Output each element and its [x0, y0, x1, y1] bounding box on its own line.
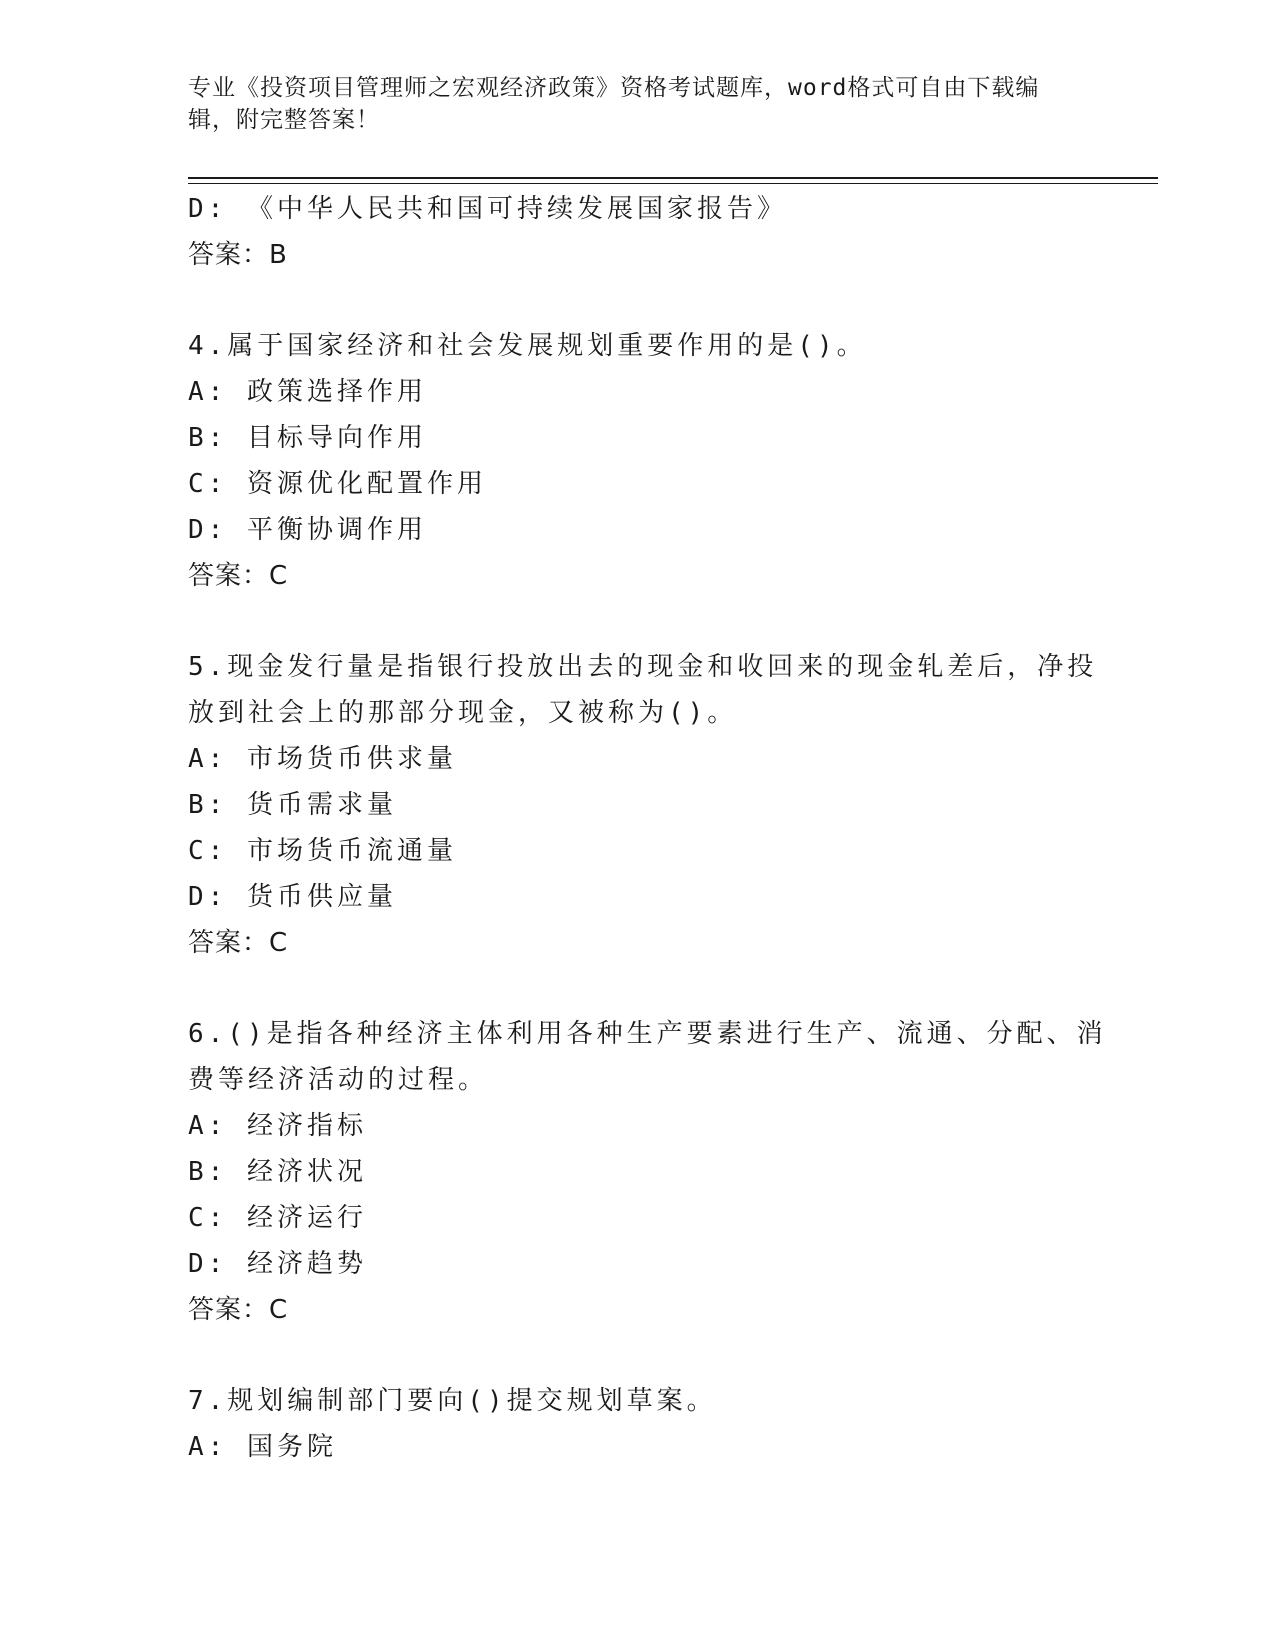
option-d: D: 《中华人民共和国可持续发展国家报告》: [188, 194, 787, 224]
option-a: A: 政策选择作用: [188, 377, 427, 407]
option-d: D: 平衡协调作用: [188, 515, 427, 545]
answer: 答案：C: [188, 928, 289, 958]
answer: 答案：B: [188, 240, 288, 270]
option-a: A: 市场货币供求量: [188, 744, 457, 774]
option-a: A: 国务院: [188, 1432, 337, 1462]
option-b: B: 货币需求量: [188, 790, 397, 820]
option-a: A: 经济指标: [188, 1111, 367, 1141]
option-d: D: 货币供应量: [188, 882, 397, 912]
question-stem: 4.属于国家经济和社会发展规划重要作用的是()。: [188, 331, 867, 361]
option-b: B: 经济状况: [188, 1157, 367, 1187]
option-c: C: 经济运行: [188, 1203, 367, 1233]
question-stem: 7.规划编制部门要向()提交规划草案。: [188, 1386, 717, 1416]
option-c: C: 资源优化配置作用: [188, 469, 487, 499]
header-line-1: 专业《投资项目管理师之宏观经济政策》资格考试题库，word格式可自由下载编: [188, 75, 1040, 101]
header-line-2: 辑，附完整答案！: [188, 107, 380, 133]
question-5: [188, 644, 1098, 966]
answer: 答案：C: [188, 561, 289, 591]
question-stem-cont: 费等经济活动的过程。: [188, 1065, 489, 1095]
option-b: B: 目标导向作用: [188, 423, 427, 453]
question-4: [188, 323, 1088, 599]
question-6: [188, 1011, 1107, 1333]
document-header: [188, 72, 1068, 136]
question-7: [188, 1378, 1088, 1470]
question-list: [188, 186, 1107, 1470]
question-stem: 5.现金发行量是指银行投放出去的现金和收回来的现金轧差后，净投: [188, 652, 1098, 682]
question-stem-cont: 放到社会上的那部分现金，又被称为()。: [188, 698, 738, 728]
header-divider-thick: [188, 177, 1158, 179]
answer: 答案：C: [188, 1295, 289, 1325]
question-stem: 6.()是指各种经济主体利用各种生产要素进行生产、流通、分配、消: [188, 1019, 1107, 1049]
option-d: D: 经济趋势: [188, 1249, 367, 1279]
header-divider-thin: [188, 183, 1158, 184]
option-c: C: 市场货币流通量: [188, 836, 457, 866]
